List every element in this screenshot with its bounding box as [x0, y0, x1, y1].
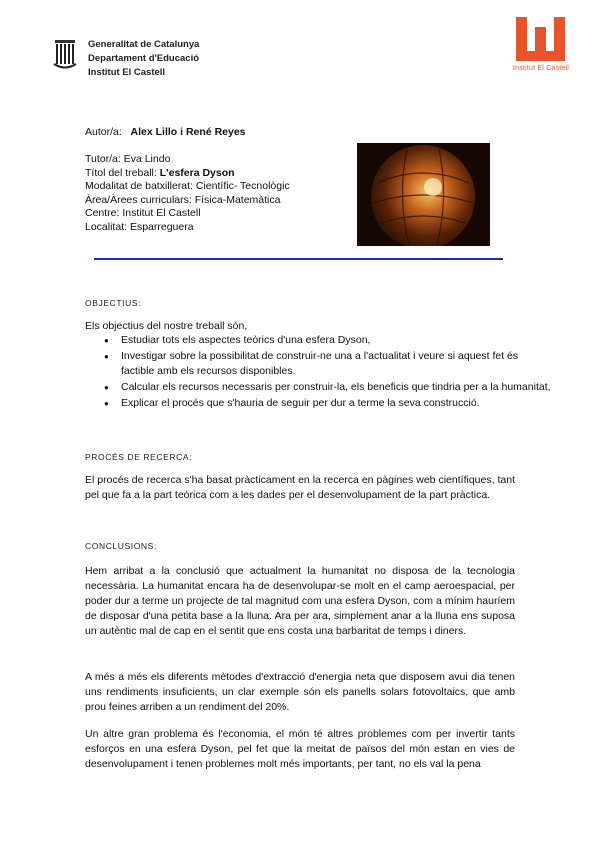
institut-logo: [512, 17, 570, 71]
objectius-list: [85, 333, 551, 412]
list-item: ● Explicar el procés que s'hauria de seguir per dur a terme la seva construcció.: [121, 396, 551, 411]
area-line: Àrea/Àrees curriculars: Física-Matemàtica: [85, 193, 281, 206]
header-department: Departament d'Educació: [88, 53, 200, 64]
institution-header: [88, 38, 199, 80]
conclusions-paragraph-3: Un altre gran problema és l'economia, el món té altres problemes com per invertir tants esforços en una esfera Dyson, pel fet que la meitat de països del món estan en vies de desenvolupament i tenen problemes molt més importants, per tant, no els val la pena: [85, 728, 515, 770]
author-names: Alex Lillo i René Reyes: [130, 126, 246, 138]
title-label: Títol del treball:: [85, 166, 160, 179]
conclusions-paragraph-1: Hem arribat a la conclusió que actualment la humanitat no disposa de la tecnologia necessària. La humanitat encara ha de desenvolupar-se molt en el camp aeroespacial, per poder dur a terme un projecte de tal magnitud com una esfera Dyson, com a mínim hauríem de disposar d'una petita base a la lluna. Ara per ara, simplement anar a la lluna ens suposa un autèntic mal de cap en el sentit que ens costa una barbaritat de temps i diners.: [85, 565, 515, 637]
castle-logo-icon: [512, 17, 570, 61]
proces-heading: PROCÉS DE RECERCA:: [85, 452, 193, 462]
centre-line: Centre: Institut El Castell: [85, 207, 201, 219]
title-value: L'esfera Dyson: [159, 166, 235, 179]
modalitat-line: Modalitat de batxillerat: Científic- Tecnològic: [85, 180, 290, 192]
logo-text: Institut El Castell: [513, 65, 569, 72]
proces-text: El procés de recerca s'ha basat pràcticament en la recerca en pàgines web científiques, tant pel que fa a la part teòrica com a les dades per el desenvolupament de la part pràctica.: [85, 474, 515, 501]
list-item: ● Estudiar tots els aspectes teòrics d'una esfera Dyson,: [121, 333, 551, 348]
list-item: ● Investigar sobre la possibilitat de construir-ne una a l'actualitat i veure si aquest fet és factible amb els recursos disponibles.: [121, 349, 551, 379]
author-label: Autor/a:: [85, 126, 122, 138]
header-institute: Institut El Castell: [88, 67, 166, 78]
objectius-heading: OBJECTIUS:: [85, 298, 142, 308]
list-item: ● Calcular els recursos necessaris per construir-la, els beneficis que tindria per a la humanitat,: [121, 380, 551, 395]
localitat-line: Localitat: Esparreguera: [85, 220, 194, 233]
work-metadata: [85, 153, 290, 234]
tutor-line: Tutor/a: Eva Lindo: [85, 153, 171, 165]
generalitat-crest-icon: [52, 40, 78, 70]
title-line: [85, 167, 290, 181]
header-generalitat: Generalitat de Catalunya: [88, 39, 200, 50]
objectius-intro: Els objectius del nostre treball són,: [85, 320, 248, 332]
conclusions-paragraph-2: A més a més els diferents mètodes d'extracció d'energia neta que disposem avui dia tenen uns rendiments insuficients, un clar exemple són els panells solars fotovoltaics, que amb prou feines arriben a un rendiment del 20%.: [85, 671, 515, 713]
dyson-sphere-image: [357, 143, 490, 246]
author-line: [85, 126, 246, 138]
conclusions-heading: CONCLUSIONS:: [85, 541, 157, 551]
divider-line: [94, 258, 503, 260]
